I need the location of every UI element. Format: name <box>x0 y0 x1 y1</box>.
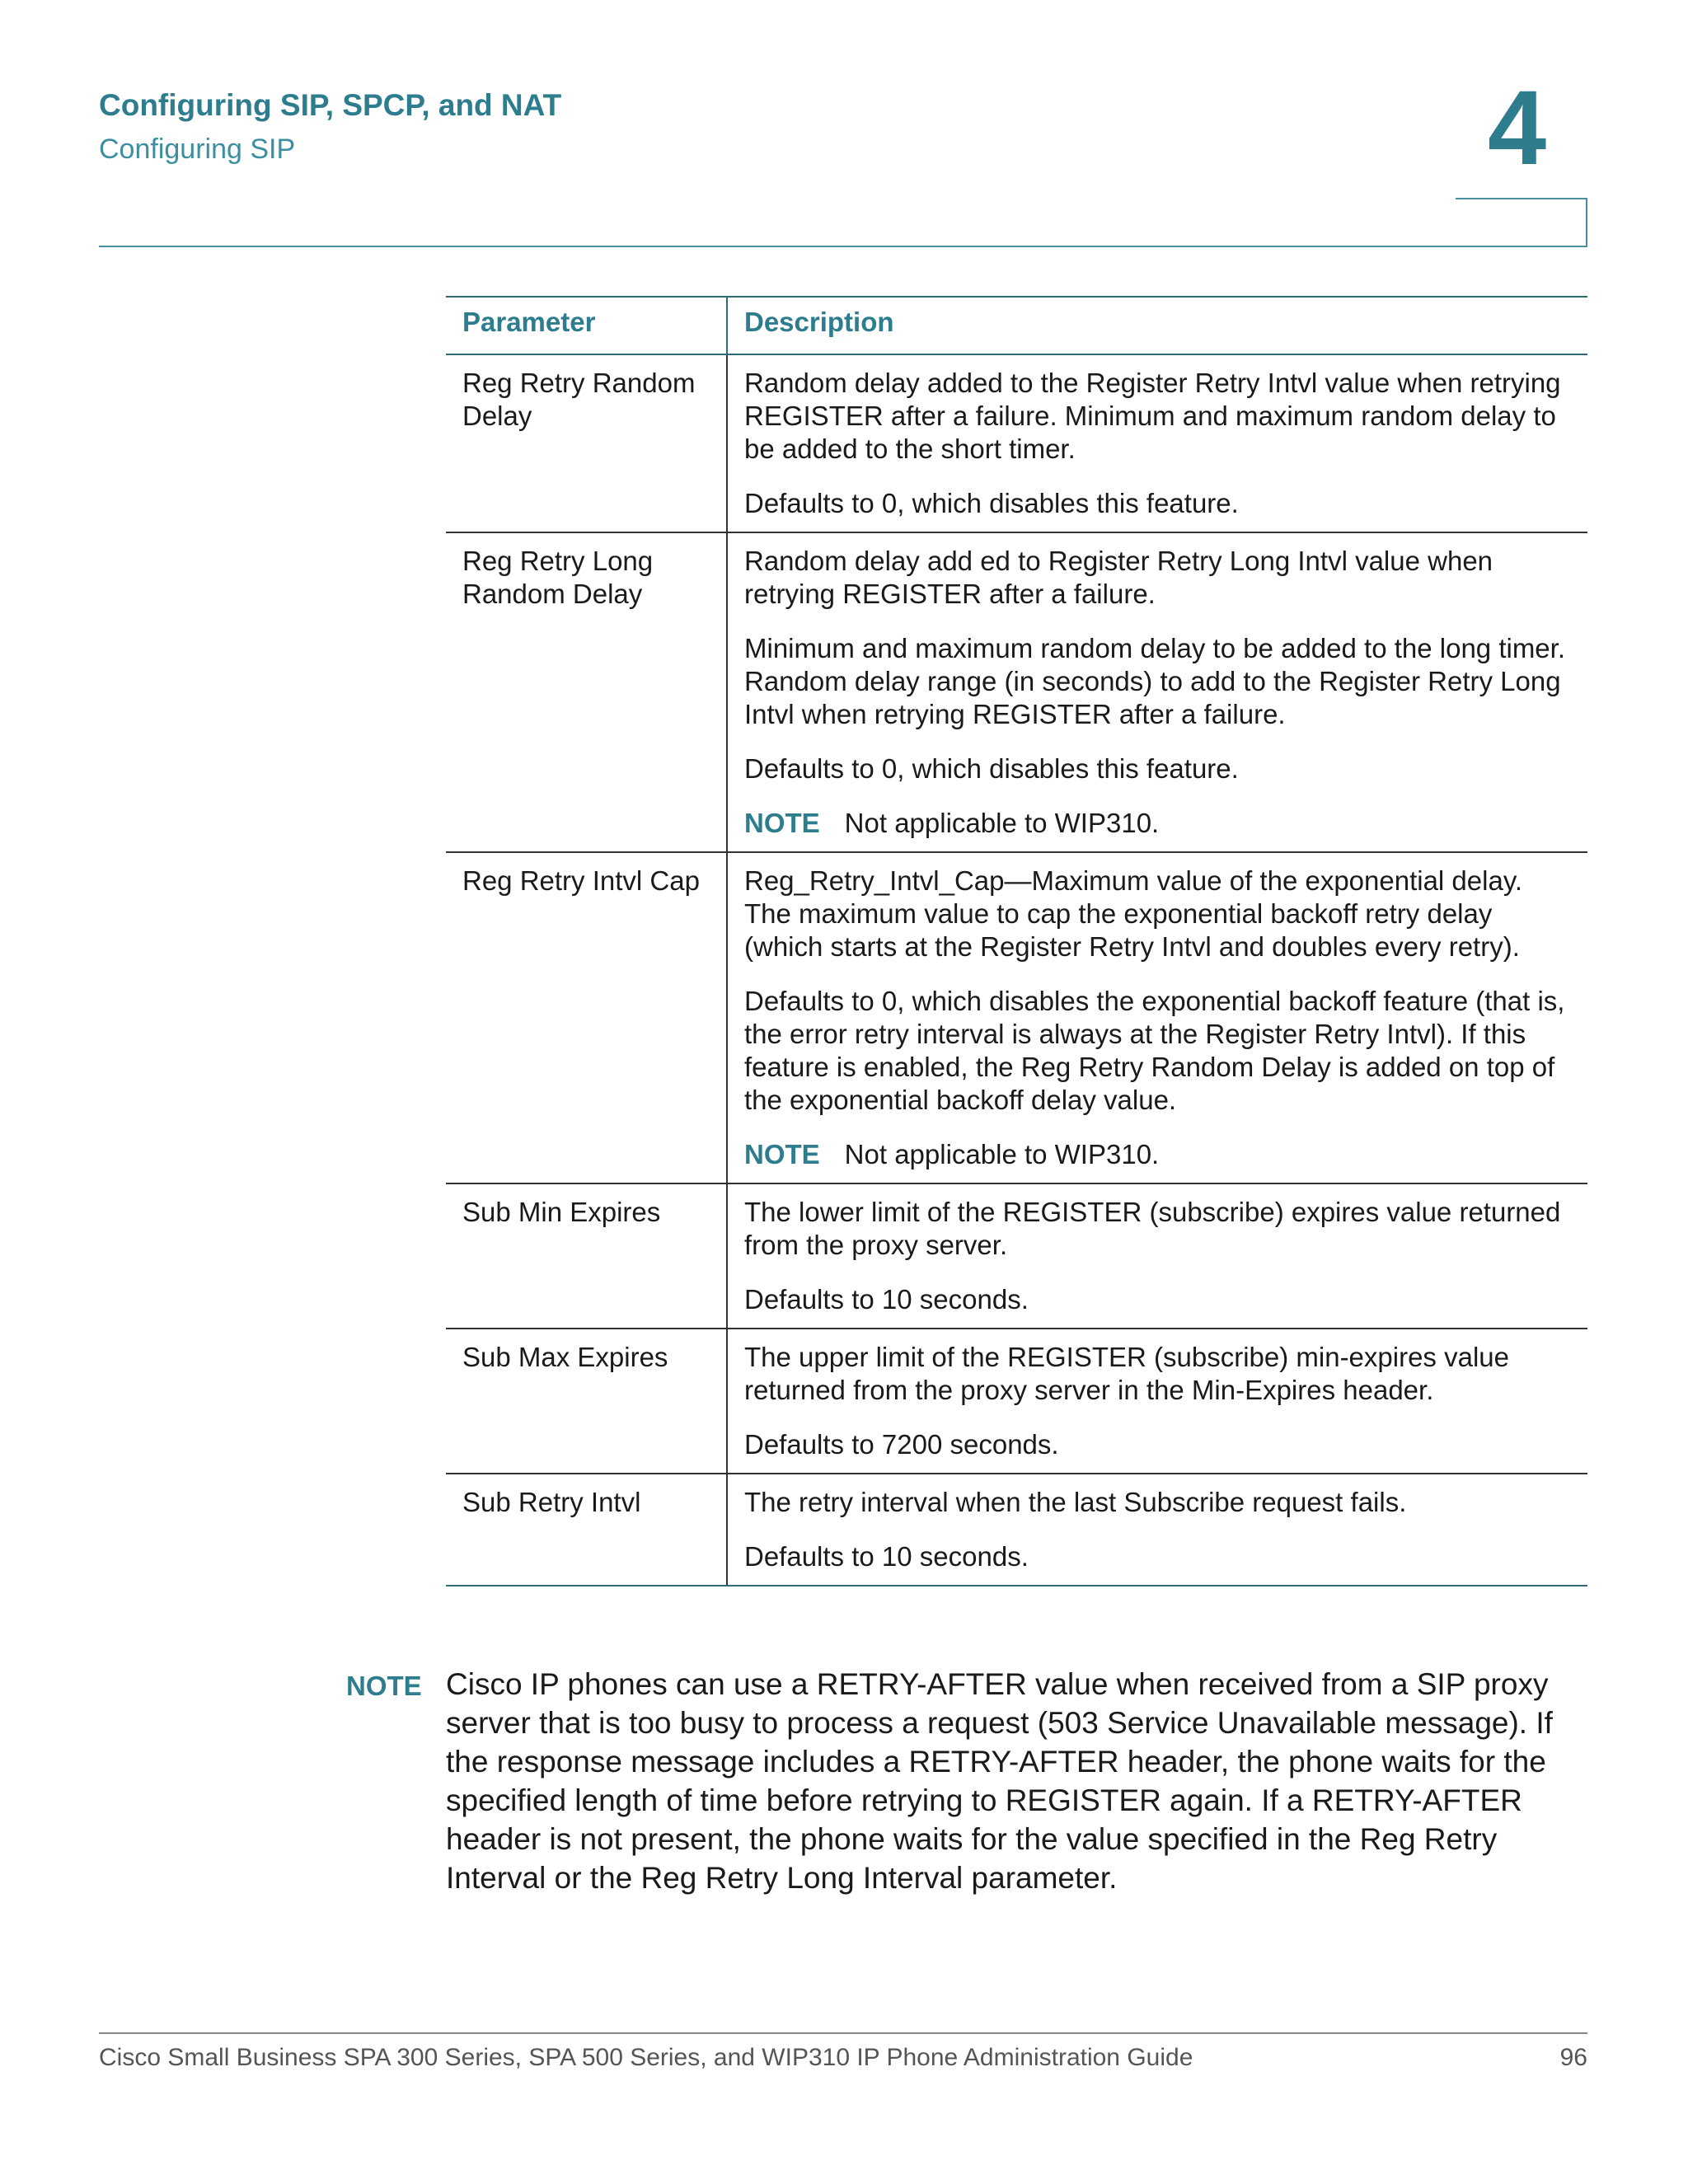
retry-after-note <box>346 1665 1591 1897</box>
description-paragraph: Random delay added to the Register Retry Intvl value when retrying REGISTER after a failure. Minimum and maximum random delay to be added to the short timer. <box>744 368 1561 464</box>
parameter-name: Reg Retry Intvl Cap <box>446 852 727 1183</box>
table-row <box>446 532 1587 852</box>
note-label: NOTE <box>744 1139 820 1169</box>
chapter-tab-frame <box>1456 198 1587 247</box>
note-label: NOTE <box>744 808 820 838</box>
chapter-number: 4 <box>1488 69 1547 187</box>
table-row <box>446 354 1587 532</box>
note-label: NOTE <box>346 1671 422 1701</box>
parameter-name: Sub Retry Intvl <box>446 1474 727 1586</box>
table-header-row <box>446 297 1587 354</box>
description-paragraph: Random delay add ed to Register Retry Long Intvl value when retrying REGISTER after a failure. <box>744 546 1493 609</box>
description-paragraph: Defaults to 0, which disables the exponential backoff feature (that is, the error retry interval is always at the Register Retry Intvl). If this feature is enabled, the Reg Retry Random Delay is added on top of the exponential backoff delay value. <box>744 986 1565 1115</box>
table-row <box>446 1474 1587 1586</box>
column-header-parameter: Parameter <box>446 297 727 354</box>
description-paragraph: Defaults to 0, which disables this feature. <box>744 488 1239 518</box>
description-paragraph: The upper limit of the REGISTER (subscribe) min-expires value returned from the proxy server in the Min-Expires header. <box>744 1342 1509 1405</box>
footer-guide-title: Cisco Small Business SPA 300 Series, SPA 500 Series, and WIP310 IP Phone Administration Guide <box>99 2044 1193 2071</box>
column-header-description: Description <box>727 297 1587 354</box>
description-paragraph: Defaults to 0, which disables this feature. <box>744 753 1239 784</box>
description-paragraph: The lower limit of the REGISTER (subscribe) expires value returned from the proxy server. <box>744 1197 1561 1260</box>
parameter-name: Reg Retry Random Delay <box>446 354 727 532</box>
inline-note <box>744 1138 1571 1171</box>
parameter-description <box>727 532 1587 852</box>
parameter-description <box>727 852 1587 1183</box>
parameter-description <box>727 1183 1587 1329</box>
note-text: Not applicable to WIP310. <box>844 1139 1160 1169</box>
page-number: 96 <box>1559 2044 1587 2071</box>
section-subtitle: Configuring SIP <box>99 134 296 165</box>
table-row <box>446 852 1587 1183</box>
inline-note <box>744 807 1571 840</box>
table-row <box>446 1329 1587 1474</box>
note-text: Not applicable to WIP310. <box>844 808 1160 838</box>
parameter-description <box>727 1474 1587 1586</box>
chapter-tab-frame-top <box>1456 198 1587 199</box>
description-paragraph: The retry interval when the last Subscribe request fails. <box>744 1487 1407 1517</box>
parameter-description <box>727 354 1587 532</box>
description-paragraph: Minimum and maximum random delay to be added to the long timer. Random delay range (in seconds) to add to the Register Retry Long Intvl when retrying REGISTER after a failure. <box>744 633 1565 729</box>
parameter-name: Reg Retry Long Random Delay <box>446 532 727 852</box>
description-paragraph: Defaults to 10 seconds. <box>744 1541 1029 1572</box>
description-paragraph: Defaults to 7200 seconds. <box>744 1429 1059 1460</box>
table-row <box>446 1183 1587 1329</box>
parameter-name: Sub Max Expires <box>446 1329 727 1474</box>
note-text: Cisco IP phones can use a RETRY-AFTER value when received from a SIP proxy server that is too busy to process a request (503 Service Unavailable message). If the response message includes a RETRY-AFTER header, the phone waits for the specified length of time before retrying to REGISTER again. If a RETRY-AFTER header is not present, the phone waits for the value specified in the Reg Retry Interval or the Reg Retry Long Interval parameter. <box>446 1667 1553 1895</box>
description-paragraph: Reg_Retry_Intvl_Cap—Maximum value of the exponential delay. The maximum value to cap the exponential backoff retry delay (which starts at the Register Retry Intvl and doubles every retry). <box>744 865 1523 962</box>
header-divider <box>99 246 1587 247</box>
parameter-table <box>446 296 1587 1586</box>
parameter-name: Sub Min Expires <box>446 1183 727 1329</box>
chapter-title: Configuring SIP, SPCP, and NAT <box>99 88 562 122</box>
parameter-description <box>727 1329 1587 1474</box>
description-paragraph: Defaults to 10 seconds. <box>744 1284 1029 1315</box>
footer-divider <box>99 2032 1587 2034</box>
